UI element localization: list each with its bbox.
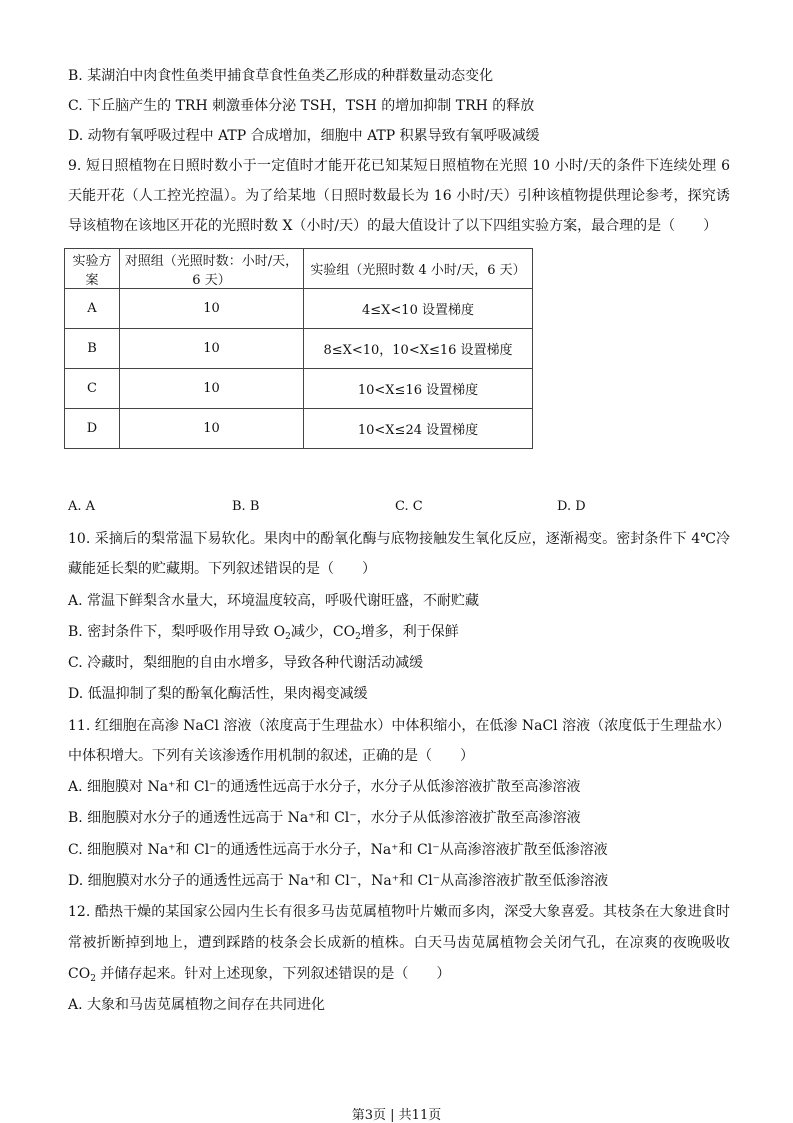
text-segment: 12. 酷热干燥的某国家公园内生长有很多马齿苋属植物叶片嫩而多肉，深受大象喜爱。其枝条在大象进食时 (68, 904, 730, 920)
option-d: D. D (557, 499, 586, 514)
table-cell: 10<X≤24 设置梯度 (304, 409, 533, 449)
text-segment: 减少，CO (290, 624, 356, 640)
text-line (68, 592, 479, 610)
text-line (68, 127, 540, 145)
option-c: C. C (395, 499, 423, 514)
page-footer: 第3页 | 共11页 (351, 1108, 442, 1123)
table-cell: 8≤X<10，10<X≤16 设置梯度 (304, 329, 533, 369)
table-row (65, 409, 533, 449)
text-line (68, 903, 730, 921)
text-line (68, 747, 474, 765)
text-line (68, 965, 450, 983)
text-line (68, 187, 730, 205)
text-segment: 10. 采摘后的梨常温下易软化。果肉中的酚氧化酶与底物接触发生氧化反应，逐渐褐变。密封条件下 4℃冷 (68, 531, 730, 547)
text-line (68, 841, 608, 859)
text-line (68, 996, 325, 1014)
text-segment: B. 密封条件下，梨呼吸作用导致 O (68, 624, 286, 640)
table-row (65, 329, 533, 369)
text-segment: C. 下丘脑产生的 TRH 刺激垂体分泌 TSH，TSH 的增加抑制 TRH 的释放 (68, 98, 535, 114)
table-cell: 10 (120, 329, 304, 369)
text-segment: B. 某湖泊中肉食性鱼类甲捕食草食性鱼类乙形成的种群数量动态变化 (68, 68, 494, 84)
text-segment: 并储存起来。针对上述现象，下列叙述错误的是（ ） (95, 966, 451, 982)
text-segment: 11. 红细胞在高渗 NaCl 溶液（浓度高于生理盐水）中体积缩小，在低渗 NaCl 溶液（浓度低于生理盐水） (68, 718, 730, 734)
text-segment: C. 细胞膜对 Na⁺和 Cl⁻的通透性远高于水分子，Na⁺和 Cl⁻从高渗溶液扩散至低渗溶液 (68, 842, 608, 858)
table-header-cell: 对照组（光照时数：小时/天，6 天） (120, 249, 304, 289)
text-segment: 导该植物在该地区开花的光照时数 X（小时/天）的最大值设计了以下四组实验方案，最合理的是（ ） (68, 218, 718, 234)
table-header-cell: 实验方案 (65, 249, 120, 289)
table-cell: 4≤X<10 设置梯度 (304, 289, 533, 329)
subscript: 2 (355, 632, 361, 642)
table-cell: B (65, 329, 120, 369)
table-row (65, 369, 533, 409)
table-cell: 10<X≤16 设置梯度 (304, 369, 533, 409)
text-segment: CO (68, 966, 91, 982)
text-line (68, 685, 368, 703)
table-cell: 10 (120, 369, 304, 409)
subscript: 2 (285, 632, 291, 642)
table-cell: D (65, 409, 120, 449)
text-segment: 常被折断掉到地上，遭到踩踏的枝条会长成新的植株。白天马齿苋属植物会关闭气孔，在凉爽的夜晚吸收 (68, 935, 730, 951)
table-cell: 10 (120, 289, 304, 329)
text-segment: D. 细胞膜对水分子的通透性远高于 Na⁺和 Cl⁻，Na⁺和 Cl⁻从高渗溶液扩散至低渗溶液 (68, 873, 609, 889)
text-segment: 9. 短日照植物在日照时数小于一定值时才能开花已知某短日照植物在光照 10 小时/天的条件下连续处理 6 (68, 158, 730, 174)
text-line (68, 530, 730, 548)
table-header-cell: 实验组（光照时数 4 小时/天，6 天） (304, 249, 533, 289)
text-segment: A. 细胞膜对 Na⁺和 Cl⁻的通透性远高于水分子，水分子从低渗溶液扩散至高渗溶液 (68, 779, 581, 795)
text-segment: A. 常温下鲜梨含水量大，环境温度较高，呼吸代谢旺盛，不耐贮藏 (68, 593, 480, 609)
table-header-row (65, 249, 533, 289)
text-line (68, 934, 730, 952)
table-row (65, 289, 533, 329)
experiment-table (64, 248, 533, 449)
text-line (68, 623, 459, 641)
text-line (68, 809, 581, 827)
text-line (68, 217, 717, 235)
text-segment: B. 细胞膜对水分子的通透性远高于 Na⁺和 Cl⁻，水分子从低渗溶液扩散至高渗溶液 (68, 810, 581, 826)
text-segment: 藏能延长梨的贮藏期。下列叙述错误的是（ ） (68, 561, 376, 577)
text-line (68, 560, 376, 578)
text-segment: 天能开花（人工控光控温）。为了给某地（日照时数最长为 16 小时/天）引种该植物提供理论参考，探究诱 (68, 188, 730, 204)
text-segment: C. 冷藏时，梨细胞的自由水增多，导致各种代谢活动减缓 (68, 655, 424, 671)
text-line (68, 778, 580, 796)
text-segment: D. 低温抑制了梨的酚氧化酶活性，果肉褐变减缓 (68, 686, 368, 702)
text-line (68, 654, 423, 672)
text-segment: D. 动物有氧呼吸过程中 ATP 合成增加，细胞中 ATP 积累导致有氧呼吸减缓 (68, 128, 540, 144)
table-cell: 10 (120, 409, 304, 449)
table-cell: A (65, 289, 120, 329)
option-b: B. B (232, 499, 260, 514)
text-line (68, 157, 730, 175)
text-line (68, 97, 534, 115)
text-line (68, 717, 730, 735)
option-a: A. A (68, 499, 96, 514)
text-line (68, 67, 493, 85)
subscript: 2 (90, 974, 96, 984)
text-segment: 增多，利于保鲜 (360, 624, 459, 640)
table-cell: C (65, 369, 120, 409)
text-segment: A. 大象和马齿苋属植物之间存在共同进化 (68, 997, 326, 1013)
text-segment: 中体积增大。下列有关该渗透作用机制的叙述，正确的是（ ） (68, 748, 474, 764)
text-line (68, 872, 608, 890)
